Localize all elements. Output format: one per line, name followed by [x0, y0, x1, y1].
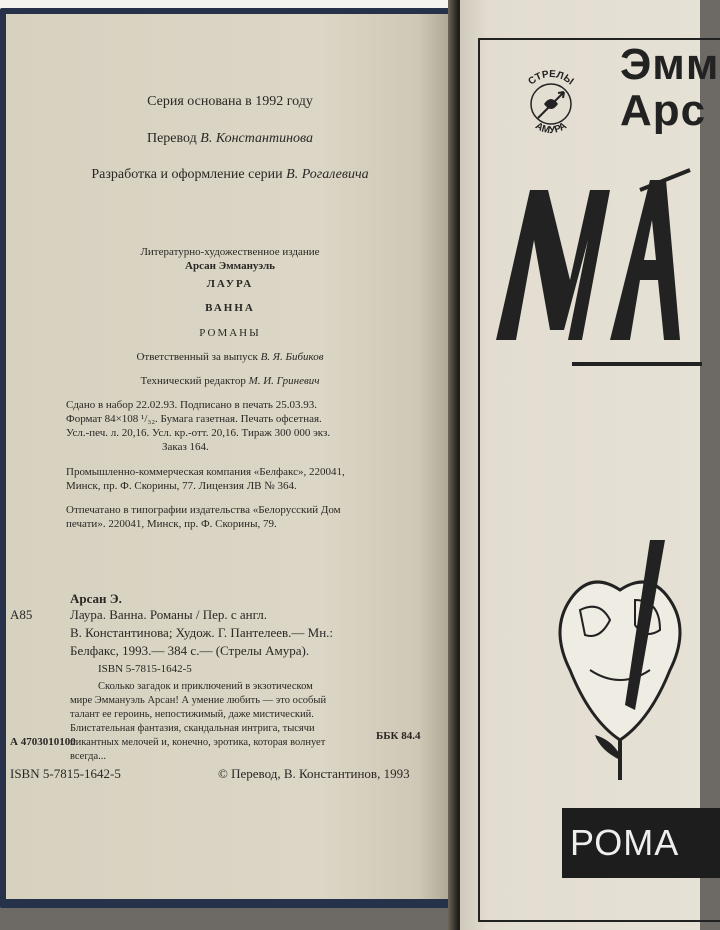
- printed-line: печати». 220041, Минск, пр. Ф. Скорины, 79.: [66, 518, 277, 530]
- print-line: Усл.-печ. л. 20,16. Усл. кр.-отт. 20,16. Тираж 300 000 экз.: [66, 427, 331, 439]
- cover-author: Эмм Арс: [620, 40, 720, 135]
- catalog-code: А85: [10, 607, 33, 622]
- technical-editor: Технический редактор М. И. Гриневич: [140, 375, 320, 387]
- cover-rule: [572, 362, 702, 366]
- annotation-line: всегда...: [70, 751, 107, 762]
- title-laura: ЛАУРА: [206, 278, 254, 290]
- imprint-page: [6, 14, 454, 899]
- print-line: Сдано в набор 22.02.93. Подписано в печать 25.03.93.: [66, 399, 317, 411]
- catalog-author: Арсан Э.: [70, 591, 122, 606]
- catalog-desc-line: Лаура. Ванна. Романы / Пер. с англ.: [70, 607, 268, 622]
- annotation-line: Блистательная фантазия, скандальная интрига, тысячи: [70, 723, 315, 734]
- company-line: Минск, пр. Ф. Скорины, 77. Лицензия ЛВ № 364.: [66, 480, 297, 492]
- translation-credit: Перевод В. Константинова: [146, 131, 314, 146]
- svg-text:АМУРА: АМУРА: [533, 120, 569, 137]
- cover-genre-banner: РОМА: [562, 808, 720, 878]
- series-note: Серия основана в 1992 году: [147, 94, 313, 109]
- catalog-isbn: ISBN 5-7815-1642-5: [98, 663, 192, 675]
- genre-label: РОМАНЫ: [199, 327, 261, 339]
- svg-text:СТРЕЛЫ: СТРЕЛЫ: [526, 68, 576, 88]
- cover-title-art: [490, 160, 700, 350]
- footer-isbn: ISBN 5-7815-1642-5: [10, 766, 121, 781]
- edition-type: Литературно-художественное издание: [140, 246, 320, 258]
- index-code: А 4703010100: [10, 736, 76, 748]
- print-line: Заказ 164.: [162, 441, 209, 453]
- author-name: Арсан Эммануэль: [185, 260, 275, 272]
- flower-illustration: [540, 540, 700, 780]
- annotation-line: талант ее героинь, непостижимый, даже мистический.: [70, 709, 314, 720]
- design-credit: Разработка и оформление серии В. Рогалевича: [91, 167, 369, 182]
- annotation-line: мире Эммануэль Арсан! А умение любить — это особый: [70, 695, 327, 706]
- bbk-code: ББК 84.4: [376, 730, 421, 742]
- strely-amura-logo: [514, 64, 588, 138]
- printed-line: Отпечатано в типографии издательства «Белорусский Дом: [66, 504, 341, 516]
- footer-copyright: © Перевод, В. Константинов, 1993: [218, 766, 410, 781]
- title-vanna: ВАННА: [205, 302, 255, 314]
- annotation-line: Сколько загадок и приключений в экзотическом: [98, 681, 313, 692]
- catalog-desc-line: Белфакс, 1993.— 384 с.— (Стрелы Амура).: [70, 643, 310, 658]
- annotation-line: пикантных мелочей и, конечно, эротика, которая волнует: [70, 737, 326, 748]
- print-line: Формат 84×108 ¹/₃₂. Бумага газетная. Печать офсетная.: [66, 413, 322, 425]
- company-line: Промышленно-коммерческая компания «Белфакс», 220041,: [66, 466, 345, 478]
- responsible-editor: Ответственный за выпуск В. Я. Бибиков: [136, 351, 324, 363]
- cover-page: [460, 0, 720, 930]
- catalog-desc-line: В. Константинова; Худож. Г. Пантелеев.— Мн.:: [70, 625, 334, 640]
